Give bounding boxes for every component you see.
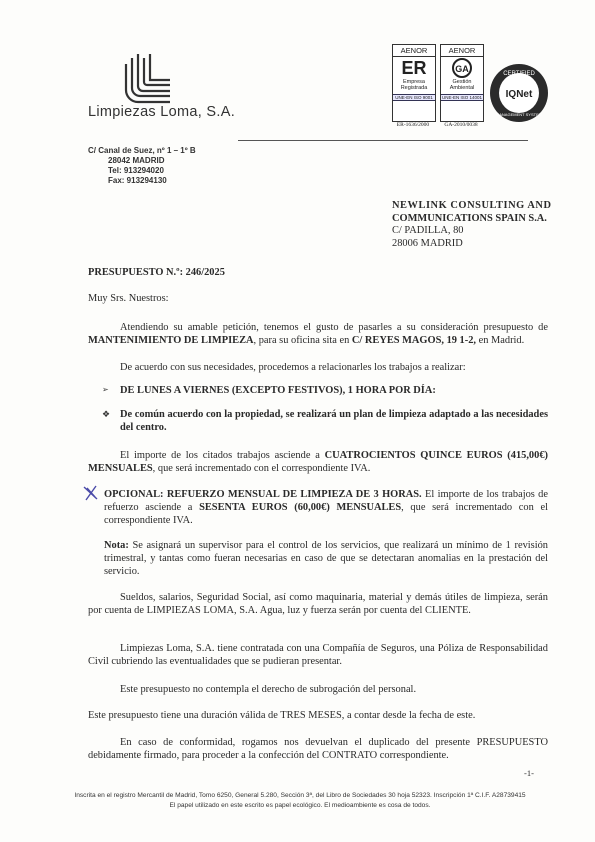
recipient-address: NEWLINK CONSULTING AND COMMUNICATIONS SPAIN S.A. C/ PADILLA, 80 28006 MADRID [392,200,552,249]
company-name: Limpiezas Loma, S.A. [88,104,236,120]
arrow-bullet-icon: ➢ [102,385,109,394]
footer [20,791,580,811]
header-divider [238,140,528,141]
paragraph-optional: OPCIONAL: REFUERZO MENSUAL DE LIMPIEZA DE 3 HORAS. El importe de los trabajos de refuerzo asciende a SESENTA EUROS (60,00€) MENSUALES, que será incrementado con el correspondiente IVA. [104,489,548,527]
paragraph-insurance: Limpiezas Loma, S.A. tiene contratada con una Compañía de Seguros, una Póliza de Responsabilidad Civil cubriendo las eventualidades que se pudieran presentar. [88,643,548,668]
company-logo [118,50,178,106]
aenor-ga-certificate: AENOR GA Gestión Ambiental UNE-EN ISO 14001 [440,44,484,122]
paragraph-price: El importe de los citados trabajos asciende a CUATROCIENTOS QUINCE EUROS (415,00€) MENSUALES, que será incrementado con el correspondiente IVA. [88,450,548,475]
budget-number: PRESUPUESTO N.º: 246/2025 [88,267,225,278]
ga-code: GA-2010/0038 [444,122,478,128]
svg-text:MANAGEMENT SYSTEM: MANAGEMENT SYSTEM [495,112,543,117]
paragraph-subrogation: Este presupuesto no contempla el derecho de subrogación del personal. [120,684,417,695]
bullet-schedule: DE LUNES A VIERNES (EXCEPTO FESTIVOS), 1 HORA POR DÍA: [120,385,436,396]
svg-text:CERTIFIED: CERTIFIED [503,71,535,77]
aenor-er-certificate: AENOR ER Empresa Registrada UNE-EN ISO 9001 [392,44,436,122]
paragraph-conformity: En caso de conformidad, rogamos nos devuelvan el duplicado del presente PRESUPUESTO debidamente firmado, para proceder a la confección del CONTRATO correspondiente. [88,737,548,762]
iqnet-seal [488,62,550,124]
handwritten-check-icon [82,484,100,502]
paragraph-works: De acuerdo con sus necesidades, procedemos a relacionarles los trabajos a realizar: [120,362,466,373]
svg-text:IQNet: IQNet [505,89,533,100]
sender-address: C/ Canal de Suez, nº 1 – 1º B 28042 MADRID Tel: 913294020 Fax: 913294130 [88,146,196,185]
ga-mark-icon [441,57,483,79]
er-mark-icon: ER [401,58,427,78]
svg-text:GA: GA [455,64,469,74]
paragraph-validity: Este presupuesto tiene una duración válida de TRES MESES, a contar desde la fecha de este. [88,710,476,721]
er-code: ER-1636/2000 [396,122,430,128]
paragraph-note: Nota: Se asignará un supervisor para el control de los servicios, que realizará un mínimo de 1 revisión trimestral, y tantas como fueran necesarias en caso de que se detectaran anomalias en la prestación del servicio. [104,540,548,578]
diamond-bullet-icon: ❖ [102,410,111,420]
paragraph-costs: Sueldos, salarios, Seguridad Social, así como maquinaria, material y demás útiles de limpieza, serán por cuenta de LIMPIEZAS LOMA, S.A. Agua, luz y fuerza serán por cuenta del CLIENTE. [88,592,548,617]
page-number: -1- [524,768,534,778]
footer-eco: El papel utilizado en este escrito es papel ecológico. El medioambiente es cosa de todos. [169,802,431,809]
company-logo-icon [118,50,178,106]
paragraph-intro: Atendiendo su amable petición, tenemos el gusto de pasarles a su consideración presupuesto de MANTENIMIENTO DE LIMPIEZA, para su oficina sita en C/ REYES MAGOS, 19 1-2, en Madrid. [88,322,548,347]
footer-registry: Inscrita en el registro Mercantil de Madrid, Tomo 6250, General 5.280, Sección 3ª, del Libro de Sociedades 30 hoja 52323. Inscripción 1ª C.I.F. A28739415 [74,792,526,799]
bullet-plan: De común acuerdo con la propiedad, se realizará un plan de limpieza adaptado a las necesidades del centro. [120,409,548,434]
greeting: Muy Srs. Nuestros: [88,293,169,304]
